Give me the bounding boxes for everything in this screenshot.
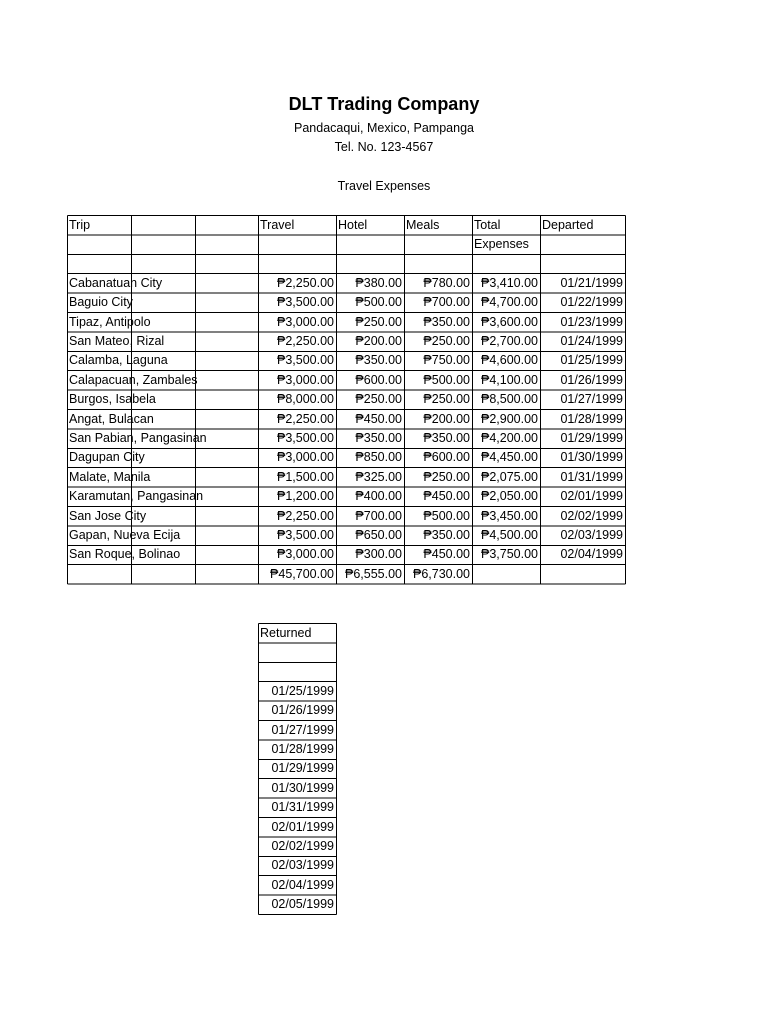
returned-header: Returned bbox=[260, 625, 312, 640]
total-expenses: ₱4,450.00 bbox=[481, 450, 538, 465]
meals-cost: ₱250.00 bbox=[423, 469, 470, 484]
total-expenses: ₱3,750.00 bbox=[481, 547, 538, 562]
trip-destination: San Jose City bbox=[69, 508, 147, 523]
departed-date: 01/30/1999 bbox=[560, 450, 623, 465]
departed-date: 02/02/1999 bbox=[560, 508, 623, 523]
returned-date: 02/02/1999 bbox=[271, 838, 334, 853]
meals-cost: ₱350.00 bbox=[423, 314, 470, 329]
total-expenses: ₱2,075.00 bbox=[481, 469, 538, 484]
returned-date: 01/25/1999 bbox=[271, 683, 334, 698]
returned-date: 01/29/1999 bbox=[271, 761, 334, 776]
trip-destination: Malate, Manila bbox=[69, 469, 151, 484]
travel-cost: ₱3,000.00 bbox=[277, 450, 334, 465]
departed-date: 02/04/1999 bbox=[560, 547, 623, 562]
travel-cost: ₱8,000.00 bbox=[277, 392, 334, 407]
departed-date: 01/21/1999 bbox=[560, 275, 623, 290]
hotel-cost: ₱350.00 bbox=[355, 430, 402, 445]
hotel-cost: ₱700.00 bbox=[355, 508, 402, 523]
meals-cost: ₱250.00 bbox=[423, 392, 470, 407]
report-title: Travel Expenses bbox=[337, 179, 431, 193]
meals-cost: ₱250.00 bbox=[423, 333, 470, 348]
total-expenses: ₱2,050.00 bbox=[481, 489, 538, 504]
hotel-cost: ₱600.00 bbox=[355, 372, 402, 387]
travel-cost: ₱3,500.00 bbox=[277, 295, 334, 310]
hotel-cost: ₱325.00 bbox=[355, 469, 402, 484]
trip-destination: San Mateo, Rizal bbox=[69, 333, 165, 348]
travel-cost: ₱2,250.00 bbox=[277, 508, 334, 523]
returned-date: 02/05/1999 bbox=[271, 897, 334, 912]
hotel-total: ₱6,555.00 bbox=[345, 566, 402, 581]
total-expenses: ₱2,900.00 bbox=[481, 411, 538, 426]
hotel-cost: ₱650.00 bbox=[355, 527, 402, 542]
total-expenses: ₱3,410.00 bbox=[481, 275, 538, 290]
hotel-cost: ₱850.00 bbox=[355, 450, 402, 465]
trip-destination: San Pabian, Pangasinan bbox=[69, 430, 207, 445]
column-header-total-line2: Expenses bbox=[474, 236, 529, 251]
meals-cost: ₱750.00 bbox=[423, 353, 470, 368]
hotel-cost: ₱500.00 bbox=[355, 295, 402, 310]
column-header-travel: Travel bbox=[260, 217, 295, 232]
returned-date: 01/30/1999 bbox=[271, 780, 334, 795]
total-expenses: ₱3,600.00 bbox=[481, 314, 538, 329]
hotel-cost: ₱400.00 bbox=[355, 489, 402, 504]
total-expenses: ₱4,100.00 bbox=[481, 372, 538, 387]
trip-destination: Dagupan City bbox=[69, 450, 145, 465]
travel-cost: ₱3,500.00 bbox=[277, 353, 334, 368]
total-expenses: ₱4,200.00 bbox=[481, 430, 538, 445]
total-expenses: ₱8,500.00 bbox=[481, 392, 538, 407]
meals-cost: ₱500.00 bbox=[423, 508, 470, 523]
company-address: Pandacaqui, Mexico, Pampanga bbox=[294, 121, 474, 135]
returned-date: 01/31/1999 bbox=[271, 800, 334, 815]
departed-date: 01/28/1999 bbox=[560, 411, 623, 426]
travel-cost: ₱3,000.00 bbox=[277, 314, 334, 329]
travel-cost: ₱3,500.00 bbox=[277, 527, 334, 542]
meals-cost: ₱780.00 bbox=[423, 275, 470, 290]
travel-cost: ₱3,000.00 bbox=[277, 372, 334, 387]
total-expenses: ₱3,450.00 bbox=[481, 508, 538, 523]
returned-date: 01/28/1999 bbox=[271, 741, 334, 756]
company-name: DLT Trading Company bbox=[288, 94, 480, 114]
trip-destination: Cabanatuan City bbox=[69, 275, 163, 290]
meals-cost: ₱600.00 bbox=[423, 450, 470, 465]
hotel-cost: ₱250.00 bbox=[355, 392, 402, 407]
departed-date: 01/24/1999 bbox=[560, 333, 623, 348]
meals-cost: ₱700.00 bbox=[423, 295, 470, 310]
travel-total: ₱45,700.00 bbox=[270, 566, 334, 581]
hotel-cost: ₱300.00 bbox=[355, 547, 402, 562]
column-header-hotel: Hotel bbox=[338, 217, 368, 232]
travel-cost: ₱1,500.00 bbox=[277, 469, 334, 484]
returned-date: 02/04/1999 bbox=[271, 877, 334, 892]
company-telephone: Tel. No. 123-4567 bbox=[334, 140, 434, 154]
meals-total: ₱6,730.00 bbox=[413, 566, 470, 581]
returned-date: 01/26/1999 bbox=[271, 703, 334, 718]
travel-cost: ₱2,250.00 bbox=[277, 411, 334, 426]
travel-cost: ₱3,000.00 bbox=[277, 547, 334, 562]
hotel-cost: ₱350.00 bbox=[355, 353, 402, 368]
travel-cost: ₱2,250.00 bbox=[277, 275, 334, 290]
trip-destination: Karamutan, Pangasinan bbox=[69, 489, 204, 504]
hotel-cost: ₱450.00 bbox=[355, 411, 402, 426]
total-expenses: ₱4,600.00 bbox=[481, 353, 538, 368]
departed-date: 01/27/1999 bbox=[560, 392, 623, 407]
trip-destination: Burgos, Isabela bbox=[69, 392, 156, 407]
departed-date: 01/29/1999 bbox=[560, 430, 623, 445]
column-header-trip: Trip bbox=[69, 217, 91, 232]
departed-date: 01/31/1999 bbox=[560, 469, 623, 484]
column-header-departed: Departed bbox=[542, 217, 594, 232]
trip-destination: Calamba, Laguna bbox=[69, 353, 168, 368]
returned-date: 01/27/1999 bbox=[271, 722, 334, 737]
trip-destination: San Roque, Bolinao bbox=[69, 547, 181, 562]
trip-destination: Baguio City bbox=[69, 295, 133, 310]
departed-date: 02/03/1999 bbox=[560, 527, 623, 542]
departed-date: 01/23/1999 bbox=[560, 314, 623, 329]
trip-destination: Angat, Bulacan bbox=[69, 411, 154, 426]
meals-cost: ₱450.00 bbox=[423, 489, 470, 504]
departed-date: 02/01/1999 bbox=[560, 489, 623, 504]
meals-cost: ₱200.00 bbox=[423, 411, 470, 426]
departed-date: 01/25/1999 bbox=[560, 353, 623, 368]
travel-cost: ₱3,500.00 bbox=[277, 430, 334, 445]
travel-cost: ₱2,250.00 bbox=[277, 333, 334, 348]
trip-destination: Tipaz, Antipolo bbox=[69, 314, 151, 329]
departed-date: 01/22/1999 bbox=[560, 295, 623, 310]
hotel-cost: ₱250.00 bbox=[355, 314, 402, 329]
returned-date: 02/03/1999 bbox=[271, 858, 334, 873]
hotel-cost: ₱200.00 bbox=[355, 333, 402, 348]
trip-destination: Gapan, Nueva Ecija bbox=[69, 527, 181, 542]
travel-cost: ₱1,200.00 bbox=[277, 489, 334, 504]
total-expenses: ₱4,500.00 bbox=[481, 527, 538, 542]
meals-cost: ₱350.00 bbox=[423, 430, 470, 445]
returned-date: 02/01/1999 bbox=[271, 819, 334, 834]
departed-date: 01/26/1999 bbox=[560, 372, 623, 387]
total-expenses: ₱4,700.00 bbox=[481, 295, 538, 310]
column-header-meals: Meals bbox=[406, 217, 440, 232]
total-expenses: ₱2,700.00 bbox=[481, 333, 538, 348]
meals-cost: ₱450.00 bbox=[423, 547, 470, 562]
hotel-cost: ₱380.00 bbox=[355, 275, 402, 290]
meals-cost: ₱350.00 bbox=[423, 527, 470, 542]
trip-destination: Calapacuan, Zambales bbox=[69, 372, 198, 387]
meals-cost: ₱500.00 bbox=[423, 372, 470, 387]
column-header-total: Total bbox=[474, 217, 501, 232]
